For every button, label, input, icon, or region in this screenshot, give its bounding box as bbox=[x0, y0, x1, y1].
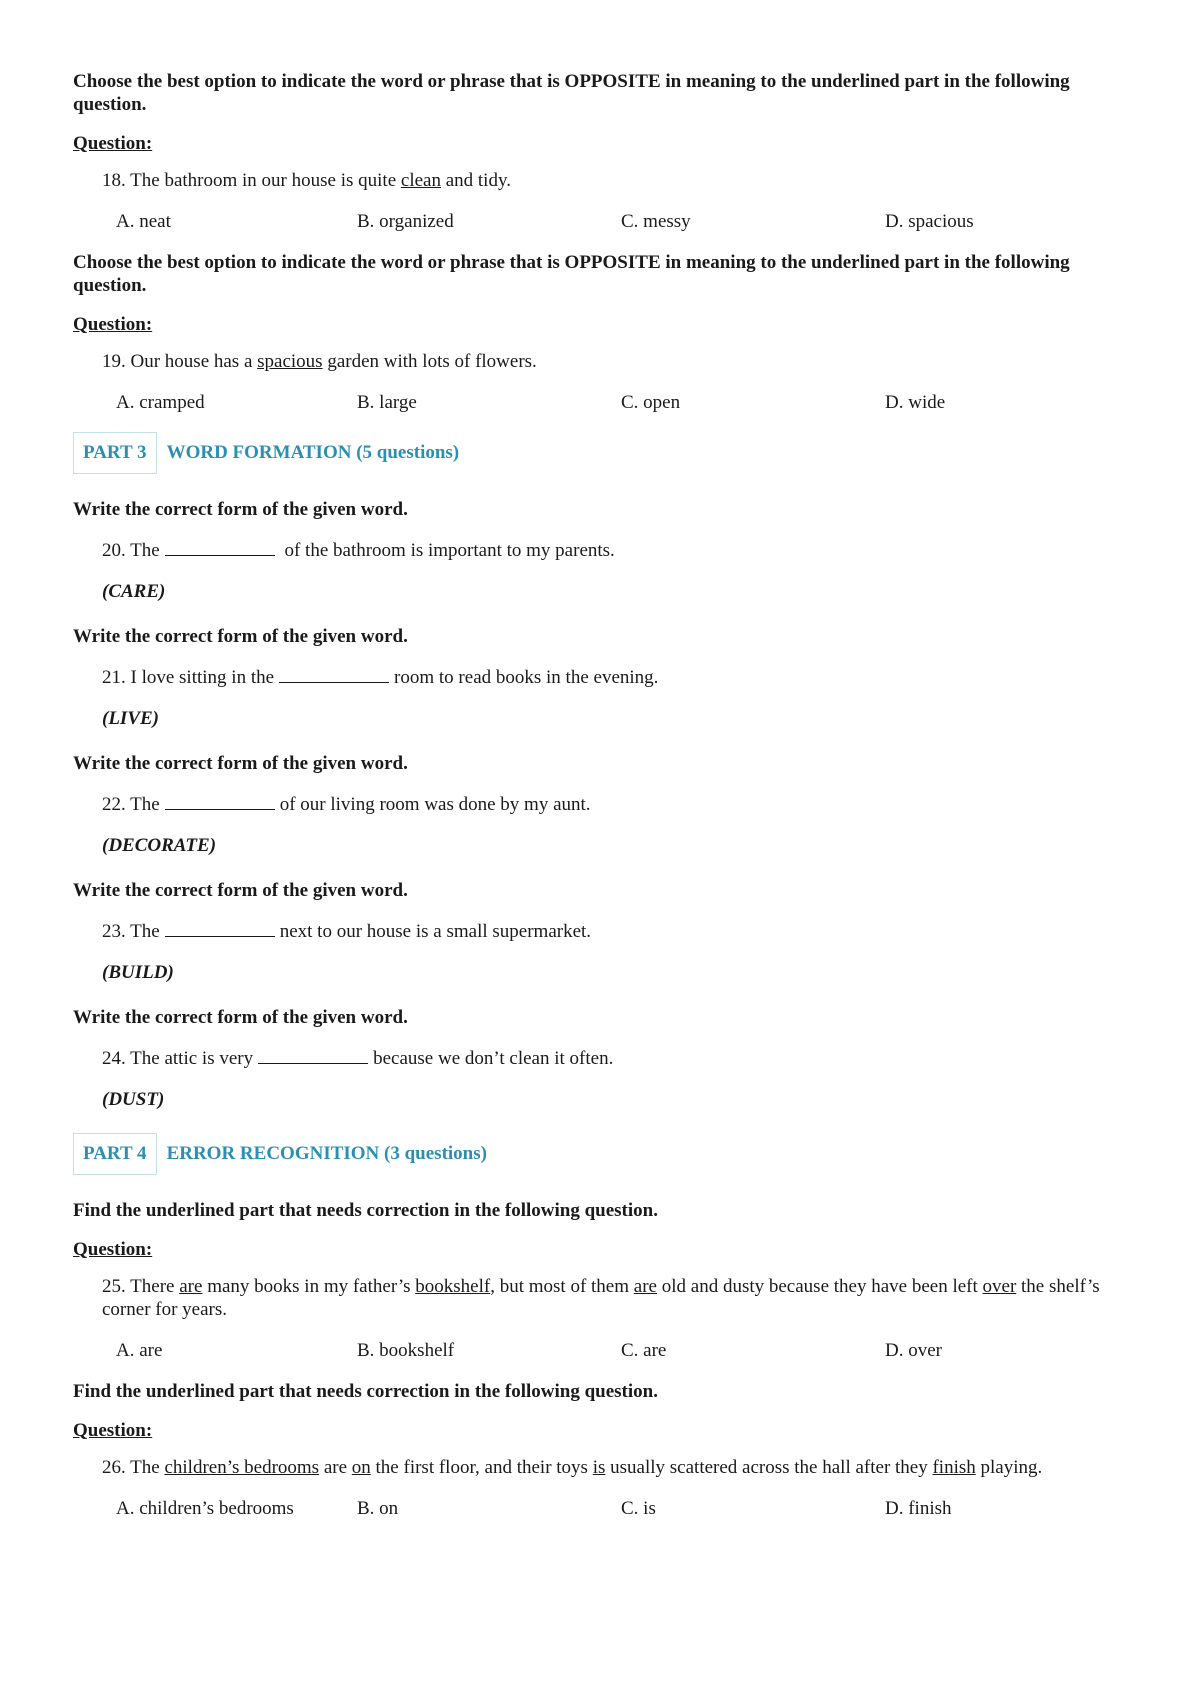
option-d[interactable]: D. over bbox=[885, 1340, 942, 1361]
answer-blank[interactable] bbox=[165, 538, 275, 556]
stem-text: The bathroom in our house is quite bbox=[130, 170, 397, 191]
stem-text: The bbox=[130, 1457, 160, 1478]
stem-text: next to our house is a small supermarket. bbox=[279, 921, 592, 942]
question-stem bbox=[102, 538, 1118, 562]
question-stem bbox=[102, 1456, 1118, 1479]
question-stem bbox=[102, 665, 1118, 689]
instruction: Write the correct form of the given word. bbox=[73, 1007, 408, 1028]
stem-text: many books in my father’s bbox=[207, 1276, 411, 1297]
question-stem bbox=[102, 919, 1118, 943]
stem-text: , but most of them bbox=[490, 1276, 630, 1297]
instruction: Choose the best option to indicate the word or phrase that is OPPOSITE in meaning to the underlined part in the following question. bbox=[73, 252, 1070, 296]
instruction: Choose the best option to indicate the word or phrase that is OPPOSITE in meaning to the underlined part in the following question. bbox=[73, 71, 1070, 115]
word-formation-21 bbox=[73, 625, 1118, 730]
part-title: WORD FORMATION (5 questions) bbox=[166, 442, 460, 463]
word-formation-24 bbox=[73, 1006, 1118, 1111]
option-a[interactable]: A. children’s bedrooms bbox=[116, 1498, 294, 1519]
option-c[interactable]: C. open bbox=[621, 392, 681, 413]
question-stem bbox=[102, 350, 1118, 373]
question-number: 21. bbox=[102, 667, 126, 688]
question-block-25 bbox=[73, 1199, 1118, 1362]
option-a[interactable]: A. neat bbox=[116, 211, 171, 232]
question-number: 19. bbox=[102, 351, 126, 372]
stem-text: I love sitting in the bbox=[130, 667, 275, 688]
question-number: 25. bbox=[102, 1276, 126, 1297]
part-badge: PART 4 bbox=[73, 1133, 157, 1175]
option-d[interactable]: D. finish bbox=[885, 1498, 952, 1519]
question-block-18 bbox=[73, 70, 1118, 233]
stem-text: playing. bbox=[980, 1457, 1043, 1478]
question-number: 24. bbox=[102, 1048, 126, 1069]
question-number: 23. bbox=[102, 921, 126, 942]
stem-text: of the bathroom is important to my parents. bbox=[284, 540, 615, 561]
option-d[interactable]: D. spacious bbox=[885, 211, 974, 232]
stem-text: old and dusty because they have been left bbox=[661, 1276, 978, 1297]
underlined-part-d: finish bbox=[932, 1457, 976, 1478]
part-4-header bbox=[73, 1133, 1118, 1175]
part-badge: PART 3 bbox=[73, 432, 157, 474]
option-d[interactable]: D. wide bbox=[885, 392, 946, 413]
question-label: Question: bbox=[73, 314, 153, 335]
option-c[interactable]: C. messy bbox=[621, 211, 691, 232]
root-word: (LIVE) bbox=[102, 708, 159, 729]
worksheet-page bbox=[73, 70, 1118, 1538]
stem-text: Our house has a bbox=[130, 351, 253, 372]
question-label: Question: bbox=[73, 133, 153, 154]
answer-blank[interactable] bbox=[279, 665, 389, 683]
question-label: Question: bbox=[73, 1239, 153, 1260]
question-number: 26. bbox=[102, 1457, 126, 1478]
answer-blank[interactable] bbox=[165, 919, 275, 937]
option-b[interactable]: B. on bbox=[357, 1498, 399, 1519]
question-block-26 bbox=[73, 1380, 1118, 1520]
option-b[interactable]: B. large bbox=[357, 392, 417, 413]
question-stem bbox=[102, 169, 1118, 192]
underlined-part-c: are bbox=[633, 1276, 657, 1297]
stem-text: usually scattered across the hall after they bbox=[610, 1457, 928, 1478]
stem-text: The bbox=[130, 540, 160, 561]
stem-text: because we don’t clean it often. bbox=[373, 1048, 614, 1069]
word-formation-22 bbox=[73, 752, 1118, 857]
stem-text: The bbox=[130, 921, 160, 942]
answer-options bbox=[116, 1498, 1118, 1520]
instruction: Write the correct form of the given word. bbox=[73, 880, 408, 901]
underlined-word: spacious bbox=[257, 351, 323, 372]
root-word: (DECORATE) bbox=[102, 835, 217, 856]
question-label: Question: bbox=[73, 1420, 153, 1441]
question-number: 18. bbox=[102, 170, 126, 191]
word-formation-23 bbox=[73, 879, 1118, 984]
answer-options bbox=[116, 211, 1118, 233]
instruction: Write the correct form of the given word. bbox=[73, 499, 408, 520]
answer-options bbox=[116, 1340, 1118, 1362]
question-stem bbox=[102, 1275, 1118, 1321]
stem-text: room to read books in the evening. bbox=[394, 667, 659, 688]
instruction: Find the underlined part that needs correction in the following question. bbox=[73, 1381, 658, 1402]
question-number: 22. bbox=[102, 794, 126, 815]
root-word: (DUST) bbox=[102, 1089, 165, 1110]
instruction: Find the underlined part that needs correction in the following question. bbox=[73, 1200, 658, 1221]
option-b[interactable]: B. bookshelf bbox=[357, 1340, 455, 1361]
part-3-header bbox=[73, 432, 1118, 474]
question-stem bbox=[102, 1046, 1118, 1070]
question-block-19 bbox=[73, 251, 1118, 414]
stem-text: the shelf’s corner for years. bbox=[102, 1276, 1100, 1320]
stem-text: and tidy. bbox=[445, 170, 511, 191]
option-b[interactable]: B. organized bbox=[357, 211, 454, 232]
instruction: Write the correct form of the given word. bbox=[73, 753, 408, 774]
underlined-part-a: are bbox=[179, 1276, 203, 1297]
underlined-part-a: children’s bedrooms bbox=[164, 1457, 320, 1478]
stem-text: There bbox=[130, 1276, 175, 1297]
question-number: 20. bbox=[102, 540, 126, 561]
option-a[interactable]: A. are bbox=[116, 1340, 163, 1361]
underlined-part-d: over bbox=[982, 1276, 1017, 1297]
word-formation-20 bbox=[73, 498, 1118, 603]
option-c[interactable]: C. is bbox=[621, 1498, 656, 1519]
root-word: (CARE) bbox=[102, 581, 166, 602]
answer-blank[interactable] bbox=[165, 792, 275, 810]
question-stem bbox=[102, 792, 1118, 816]
stem-text: The attic is very bbox=[130, 1048, 254, 1069]
instruction: Write the correct form of the given word. bbox=[73, 626, 408, 647]
answer-blank[interactable] bbox=[258, 1046, 368, 1064]
stem-text: of our living room was done by my aunt. bbox=[279, 794, 591, 815]
underlined-part-c: is bbox=[592, 1457, 606, 1478]
option-c[interactable]: C. are bbox=[621, 1340, 667, 1361]
underlined-part-b: on bbox=[351, 1457, 371, 1478]
option-a[interactable]: A. cramped bbox=[116, 392, 205, 413]
part-title: ERROR RECOGNITION (3 questions) bbox=[166, 1143, 487, 1164]
stem-text: garden with lots of flowers. bbox=[327, 351, 537, 372]
answer-options bbox=[116, 392, 1118, 414]
underlined-word: clean bbox=[400, 170, 441, 191]
stem-text: The bbox=[130, 794, 160, 815]
root-word: (BUILD) bbox=[102, 962, 174, 983]
underlined-part-b: bookshelf bbox=[415, 1276, 491, 1297]
stem-text: are bbox=[323, 1457, 348, 1478]
stem-text: the first floor, and their toys bbox=[375, 1457, 588, 1478]
